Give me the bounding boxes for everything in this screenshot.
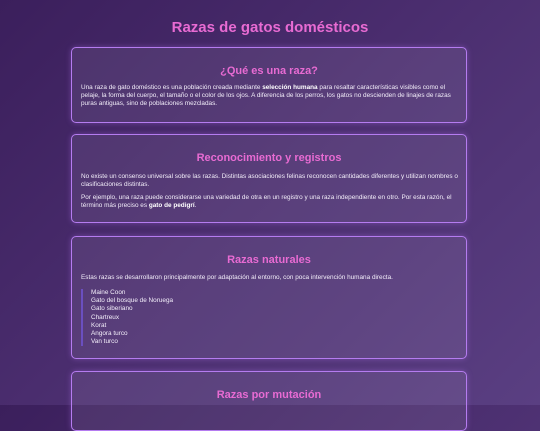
paragraph-text: . xyxy=(194,202,197,210)
section-paragraph xyxy=(81,194,461,210)
list-item: Gato siberiano xyxy=(81,305,173,313)
section-paragraph: Estas razas se desarrollaron principalmente por adaptación al entorno, con poca intervención humana directa. xyxy=(81,274,393,281)
list-item: Maine Coon xyxy=(81,289,173,297)
list-item: Angora turco xyxy=(81,330,173,338)
highlight-text: gato de pedigrí xyxy=(148,202,195,210)
section-natural-breeds xyxy=(71,236,467,359)
section-paragraph xyxy=(81,84,461,109)
section-paragraph: No existe un consenso universal sobre las razas. Distintas asociaciones felinas reconocen cantidades diferentes y utilizan nombres o clasificaciones distintas. xyxy=(81,173,458,189)
list-item: Chartreux xyxy=(81,314,173,322)
paragraph-text: para resaltar características visibles como el pelaje, la forma del cuerpo, el tamaño o el color de los ojos. A diferencia de los perros, los gatos no descienden de linajes de razas puras antiguas, sino de poblaciones mezcladas. xyxy=(81,84,451,108)
list-item: Korat xyxy=(81,322,173,330)
paragraph-text: Una raza de gato doméstico es una población creada mediante xyxy=(81,84,263,91)
section-heading: Reconocimiento y registros xyxy=(196,152,342,164)
section-heading: ¿Qué es una raza? xyxy=(220,65,318,77)
section-heading: Razas por mutación xyxy=(216,389,322,401)
section-what-is-breed xyxy=(71,47,467,123)
list-item: Van turco xyxy=(81,338,173,346)
section-mutation-breeds xyxy=(71,371,467,431)
section-recognition xyxy=(71,134,467,223)
page-title: Razas de gatos domésticos xyxy=(171,19,369,36)
section-heading: Razas naturales xyxy=(227,254,311,266)
list-item: Gato del bosque de Noruega xyxy=(81,297,173,305)
paragraph-text: Por ejemplo, una raza puede considerarse una variedad de otra en un registro y una raza independiente en otro. Por esta razón, el término más preciso es xyxy=(81,194,452,210)
highlight-text: selección humana xyxy=(262,84,318,91)
breed-list xyxy=(81,289,173,346)
